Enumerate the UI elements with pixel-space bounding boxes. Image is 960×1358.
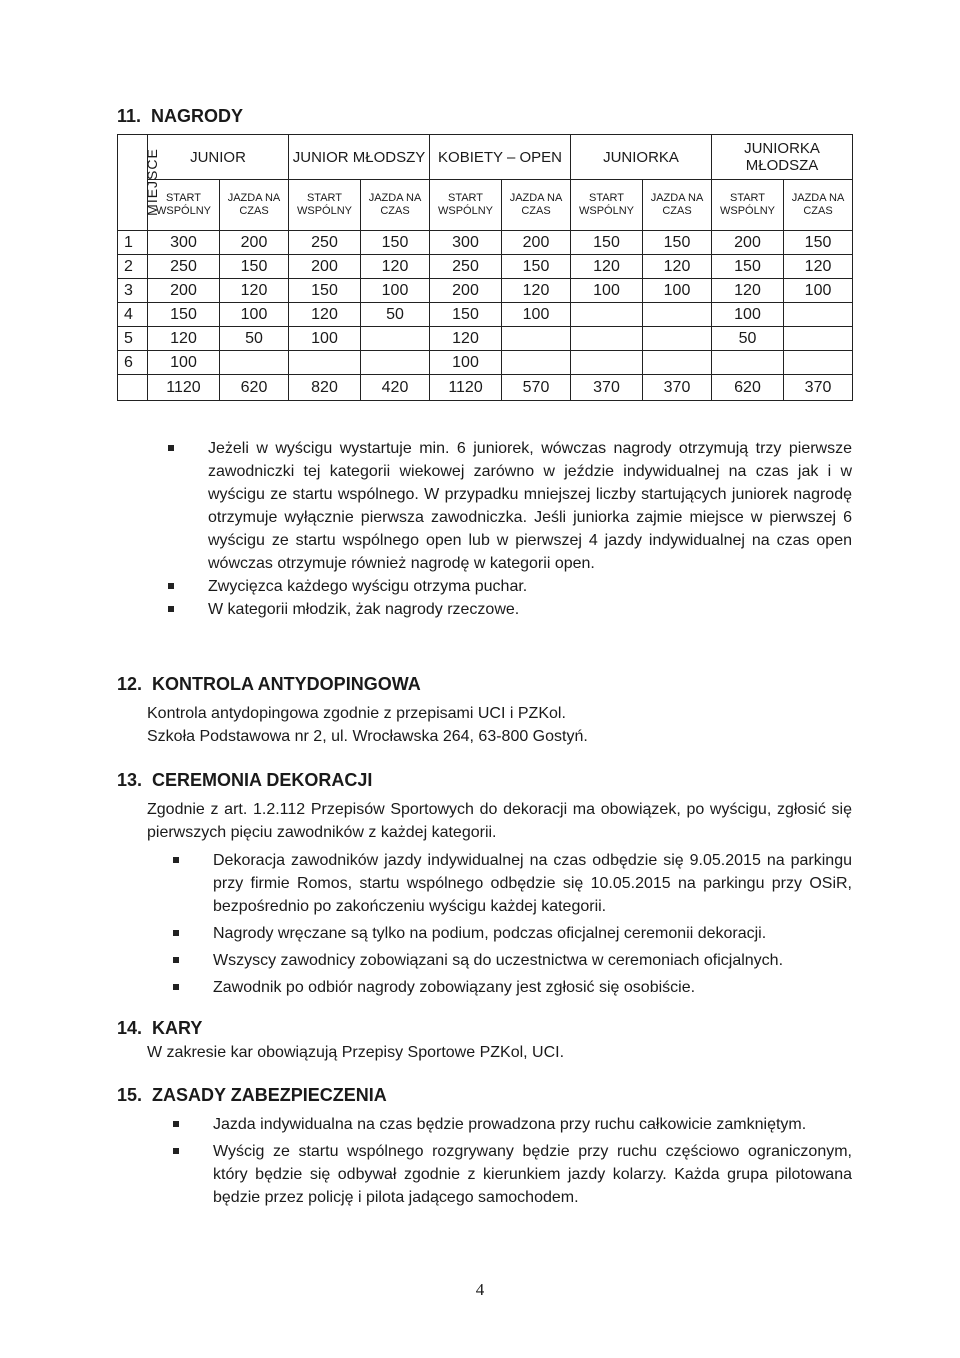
bullet-square-icon <box>168 606 174 612</box>
prize-cell: 120 <box>220 279 289 303</box>
list-item: Wyścig ze startu wspólnego rozgrywany będzie przy ruchu częściowo ograniczonym, który będzie się odbywał zgodnie z kierunkiem jazdy kolarzy. Każda grupa pilotowana będzie przez policję i pilota jadącego samochodem. <box>213 1140 852 1209</box>
prize-cell: 250 <box>289 231 361 255</box>
section-13-bullets <box>213 849 852 999</box>
prize-cell <box>571 303 643 327</box>
prize-cell: 100 <box>289 327 361 351</box>
prize-cell: 150 <box>571 231 643 255</box>
total-cell: 1120 <box>430 375 502 401</box>
prize-cell <box>502 327 571 351</box>
prize-cell: 150 <box>361 231 430 255</box>
prize-cell <box>784 351 853 375</box>
prize-cell: 100 <box>571 279 643 303</box>
prize-cell: 120 <box>502 279 571 303</box>
list-item: W kategorii młodzik, żak nagrody rzeczowe. <box>208 598 852 621</box>
table-row <box>118 351 853 375</box>
section-12-heading <box>117 674 421 695</box>
section-title: KARY <box>152 1018 203 1038</box>
sub-header-jazda: JAZDA NA CZAS <box>784 180 853 231</box>
place-cell: 6 <box>118 351 148 375</box>
category-header: JUNIOR <box>148 135 289 180</box>
section-number: 13. <box>117 770 143 790</box>
prize-cell <box>289 351 361 375</box>
section-number: 14. <box>117 1018 143 1038</box>
place-cell: 1 <box>118 231 148 255</box>
prize-cell <box>571 327 643 351</box>
prize-cell <box>220 351 289 375</box>
prize-cell: 120 <box>571 255 643 279</box>
prize-cell <box>784 303 853 327</box>
sub-header-jazda: JAZDA NA CZAS <box>643 180 712 231</box>
section-title: CEREMONIA DEKORACJI <box>152 770 373 790</box>
sub-header-start: START WSPÓLNY <box>289 180 361 231</box>
bullet-square-icon <box>173 957 179 963</box>
bullet-square-icon <box>168 583 174 589</box>
prizes-table-body <box>118 231 853 401</box>
prize-cell <box>784 327 853 351</box>
prize-cell: 120 <box>784 255 853 279</box>
prize-cell: 100 <box>784 279 853 303</box>
prize-cell: 100 <box>220 303 289 327</box>
prize-cell: 100 <box>148 351 220 375</box>
prize-cell: 200 <box>148 279 220 303</box>
prize-cell: 200 <box>502 231 571 255</box>
section-14-text: W zakresie kar obowiązują Przepisy Sportowe PZKol, UCI. <box>147 1044 565 1061</box>
section-number: 15. <box>117 1085 143 1105</box>
table-row <box>118 231 853 255</box>
sub-header-jazda: JAZDA NA CZAS <box>502 180 571 231</box>
total-cell: 570 <box>502 375 571 401</box>
prize-cell: 200 <box>712 231 784 255</box>
total-cell: 1120 <box>148 375 220 401</box>
prize-cell <box>361 351 430 375</box>
prize-cell: 100 <box>430 351 502 375</box>
prize-cell: 300 <box>430 231 502 255</box>
total-cell: 370 <box>643 375 712 401</box>
sub-header-jazda: JAZDA NA CZAS <box>361 180 430 231</box>
total-cell <box>118 375 148 401</box>
prize-cell: 300 <box>148 231 220 255</box>
prize-cell: 100 <box>502 303 571 327</box>
list-item: Jazda indywidualna na czas będzie prowadzona przy ruchu całkowicie zamkniętym. <box>213 1113 852 1136</box>
total-cell: 370 <box>784 375 853 401</box>
category-header: JUNIORKA <box>571 135 712 180</box>
place-cell: 2 <box>118 255 148 279</box>
section-14-heading <box>117 1018 202 1039</box>
sub-header-start: START WSPÓLNY <box>430 180 502 231</box>
prize-cell: 120 <box>361 255 430 279</box>
prize-cell: 150 <box>712 255 784 279</box>
total-cell: 820 <box>289 375 361 401</box>
sub-header-jazda: JAZDA NA CZAS <box>220 180 289 231</box>
section-number: 12. <box>117 674 143 694</box>
section-11-bullets <box>208 437 852 621</box>
prize-cell: 250 <box>148 255 220 279</box>
text-line: Szkoła Podstawowa nr 2, ul. Wrocławska 264, 63-800 Gostyń. <box>147 728 588 745</box>
prize-cell: 120 <box>712 279 784 303</box>
prize-cell: 150 <box>289 279 361 303</box>
prize-cell <box>643 327 712 351</box>
prize-cell <box>643 303 712 327</box>
section-15-heading <box>117 1085 387 1106</box>
prize-cell: 150 <box>502 255 571 279</box>
place-cell: 3 <box>118 279 148 303</box>
place-cell: 5 <box>118 327 148 351</box>
sub-header-start: START WSPÓLNY <box>148 180 220 231</box>
section-title: KONTROLA ANTYDOPINGOWA <box>152 674 421 694</box>
prize-cell: 250 <box>430 255 502 279</box>
section-number: 11. <box>117 106 142 126</box>
prize-cell <box>571 351 643 375</box>
category-header: JUNIOR MŁODSZY <box>289 135 430 180</box>
prize-cell: 50 <box>712 327 784 351</box>
list-item: Jeżeli w wyścigu wystartuje min. 6 juniorek, wówczas nagrody otrzymują trzy pierwsze zawodniczki tej kategorii wiekowej zarówno w jeździe indywidualnej na czas jak i w wyścigu ze startu wspólnego. W przypadku mniejszej liczby startujących juniorek nagrodę otrzymuje wyłącznie pierwsza zawodniczka. Jeśli juniorka zajmie miejsce w pierwszej 6 wyścigu ze startu wspólnego open lub w pierwszej 4 jazdy indywidualnej na czas open wówczas otrzymuje również nagrodę w kategorii open. <box>208 437 852 575</box>
section-15-bullets <box>213 1113 852 1209</box>
category-header: KOBIETY – OPEN <box>430 135 571 180</box>
table-row <box>118 327 853 351</box>
prize-cell: 100 <box>361 279 430 303</box>
prize-cell: 200 <box>289 255 361 279</box>
bullet-square-icon <box>173 1121 179 1127</box>
place-cell: 4 <box>118 303 148 327</box>
list-item: Dekoracja zawodników jazdy indywidualnej na czas odbędzie się 9.05.2015 na parkingu przy firmie Romos, startu wspólnego odbędzie się 10.05.2015 na parkingu przy OSiR, bezpośrednio po zakończeniu wyścigu każdej kategorii. <box>213 849 852 918</box>
bullet-square-icon <box>173 984 179 990</box>
table-row <box>118 255 853 279</box>
prize-cell: 100 <box>712 303 784 327</box>
section-13-intro: Zgodnie z art. 1.2.112 Przepisów Sportowych do dekoracji ma obowiązek, po wyścigu, zgłosić się pierwszych pięciu zawodników z każdej kategorii. <box>147 801 852 841</box>
bullet-square-icon <box>173 1148 179 1154</box>
prize-cell <box>643 351 712 375</box>
list-item: Zawodnik po odbiór nagrody zobowiązany jest zgłosić się osobiście. <box>213 976 852 999</box>
prize-cell: 50 <box>220 327 289 351</box>
prize-cell: 120 <box>148 327 220 351</box>
prize-cell: 150 <box>784 231 853 255</box>
list-item: Wszyscy zawodnicy zobowiązani są do uczestnictwa w ceremoniach oficjalnych. <box>213 949 852 972</box>
list-item: Nagrody wręczane są tylko na podium, podczas oficjalnej ceremonii dekoracji. <box>213 922 852 945</box>
prize-cell: 50 <box>361 303 430 327</box>
prize-cell <box>361 327 430 351</box>
list-item: Zwycięzca każdego wyścigu otrzyma puchar. <box>208 575 852 598</box>
section-title: NAGRODY <box>151 106 244 126</box>
page-number: 4 <box>475 1280 485 1299</box>
category-header: JUNIORKA MŁODSZA <box>712 135 853 180</box>
section-title: ZASADY ZABEZPIECZENIA <box>152 1085 387 1105</box>
prize-cell: 200 <box>430 279 502 303</box>
place-column-header: MIEJSCE <box>118 135 148 231</box>
sub-header-start: START WSPÓLNY <box>712 180 784 231</box>
section-13-heading <box>117 770 372 791</box>
bullet-square-icon <box>173 857 179 863</box>
total-cell: 620 <box>712 375 784 401</box>
prize-cell: 150 <box>643 231 712 255</box>
total-cell: 620 <box>220 375 289 401</box>
total-cell: 370 <box>571 375 643 401</box>
table-row <box>118 303 853 327</box>
prize-cell: 150 <box>430 303 502 327</box>
bullet-square-icon <box>168 445 174 451</box>
bullet-square-icon <box>173 930 179 936</box>
prize-cell: 200 <box>220 231 289 255</box>
total-cell: 420 <box>361 375 430 401</box>
prize-cell: 120 <box>643 255 712 279</box>
text-line: Kontrola antydopingowa zgodnie z przepisami UCI i PZKol. <box>147 705 566 722</box>
prize-cell: 120 <box>289 303 361 327</box>
prize-cell <box>502 351 571 375</box>
section-11-heading <box>117 106 243 127</box>
subheader-row <box>118 180 853 231</box>
sub-header-start: START WSPÓLNY <box>571 180 643 231</box>
prizes-table <box>117 134 853 401</box>
table-row <box>118 279 853 303</box>
totals-row <box>118 375 853 401</box>
section-12-text <box>147 702 852 748</box>
prize-cell: 150 <box>148 303 220 327</box>
category-header-row <box>118 135 853 180</box>
prize-cell: 120 <box>430 327 502 351</box>
prize-cell: 100 <box>643 279 712 303</box>
prize-cell <box>712 351 784 375</box>
prize-cell: 150 <box>220 255 289 279</box>
